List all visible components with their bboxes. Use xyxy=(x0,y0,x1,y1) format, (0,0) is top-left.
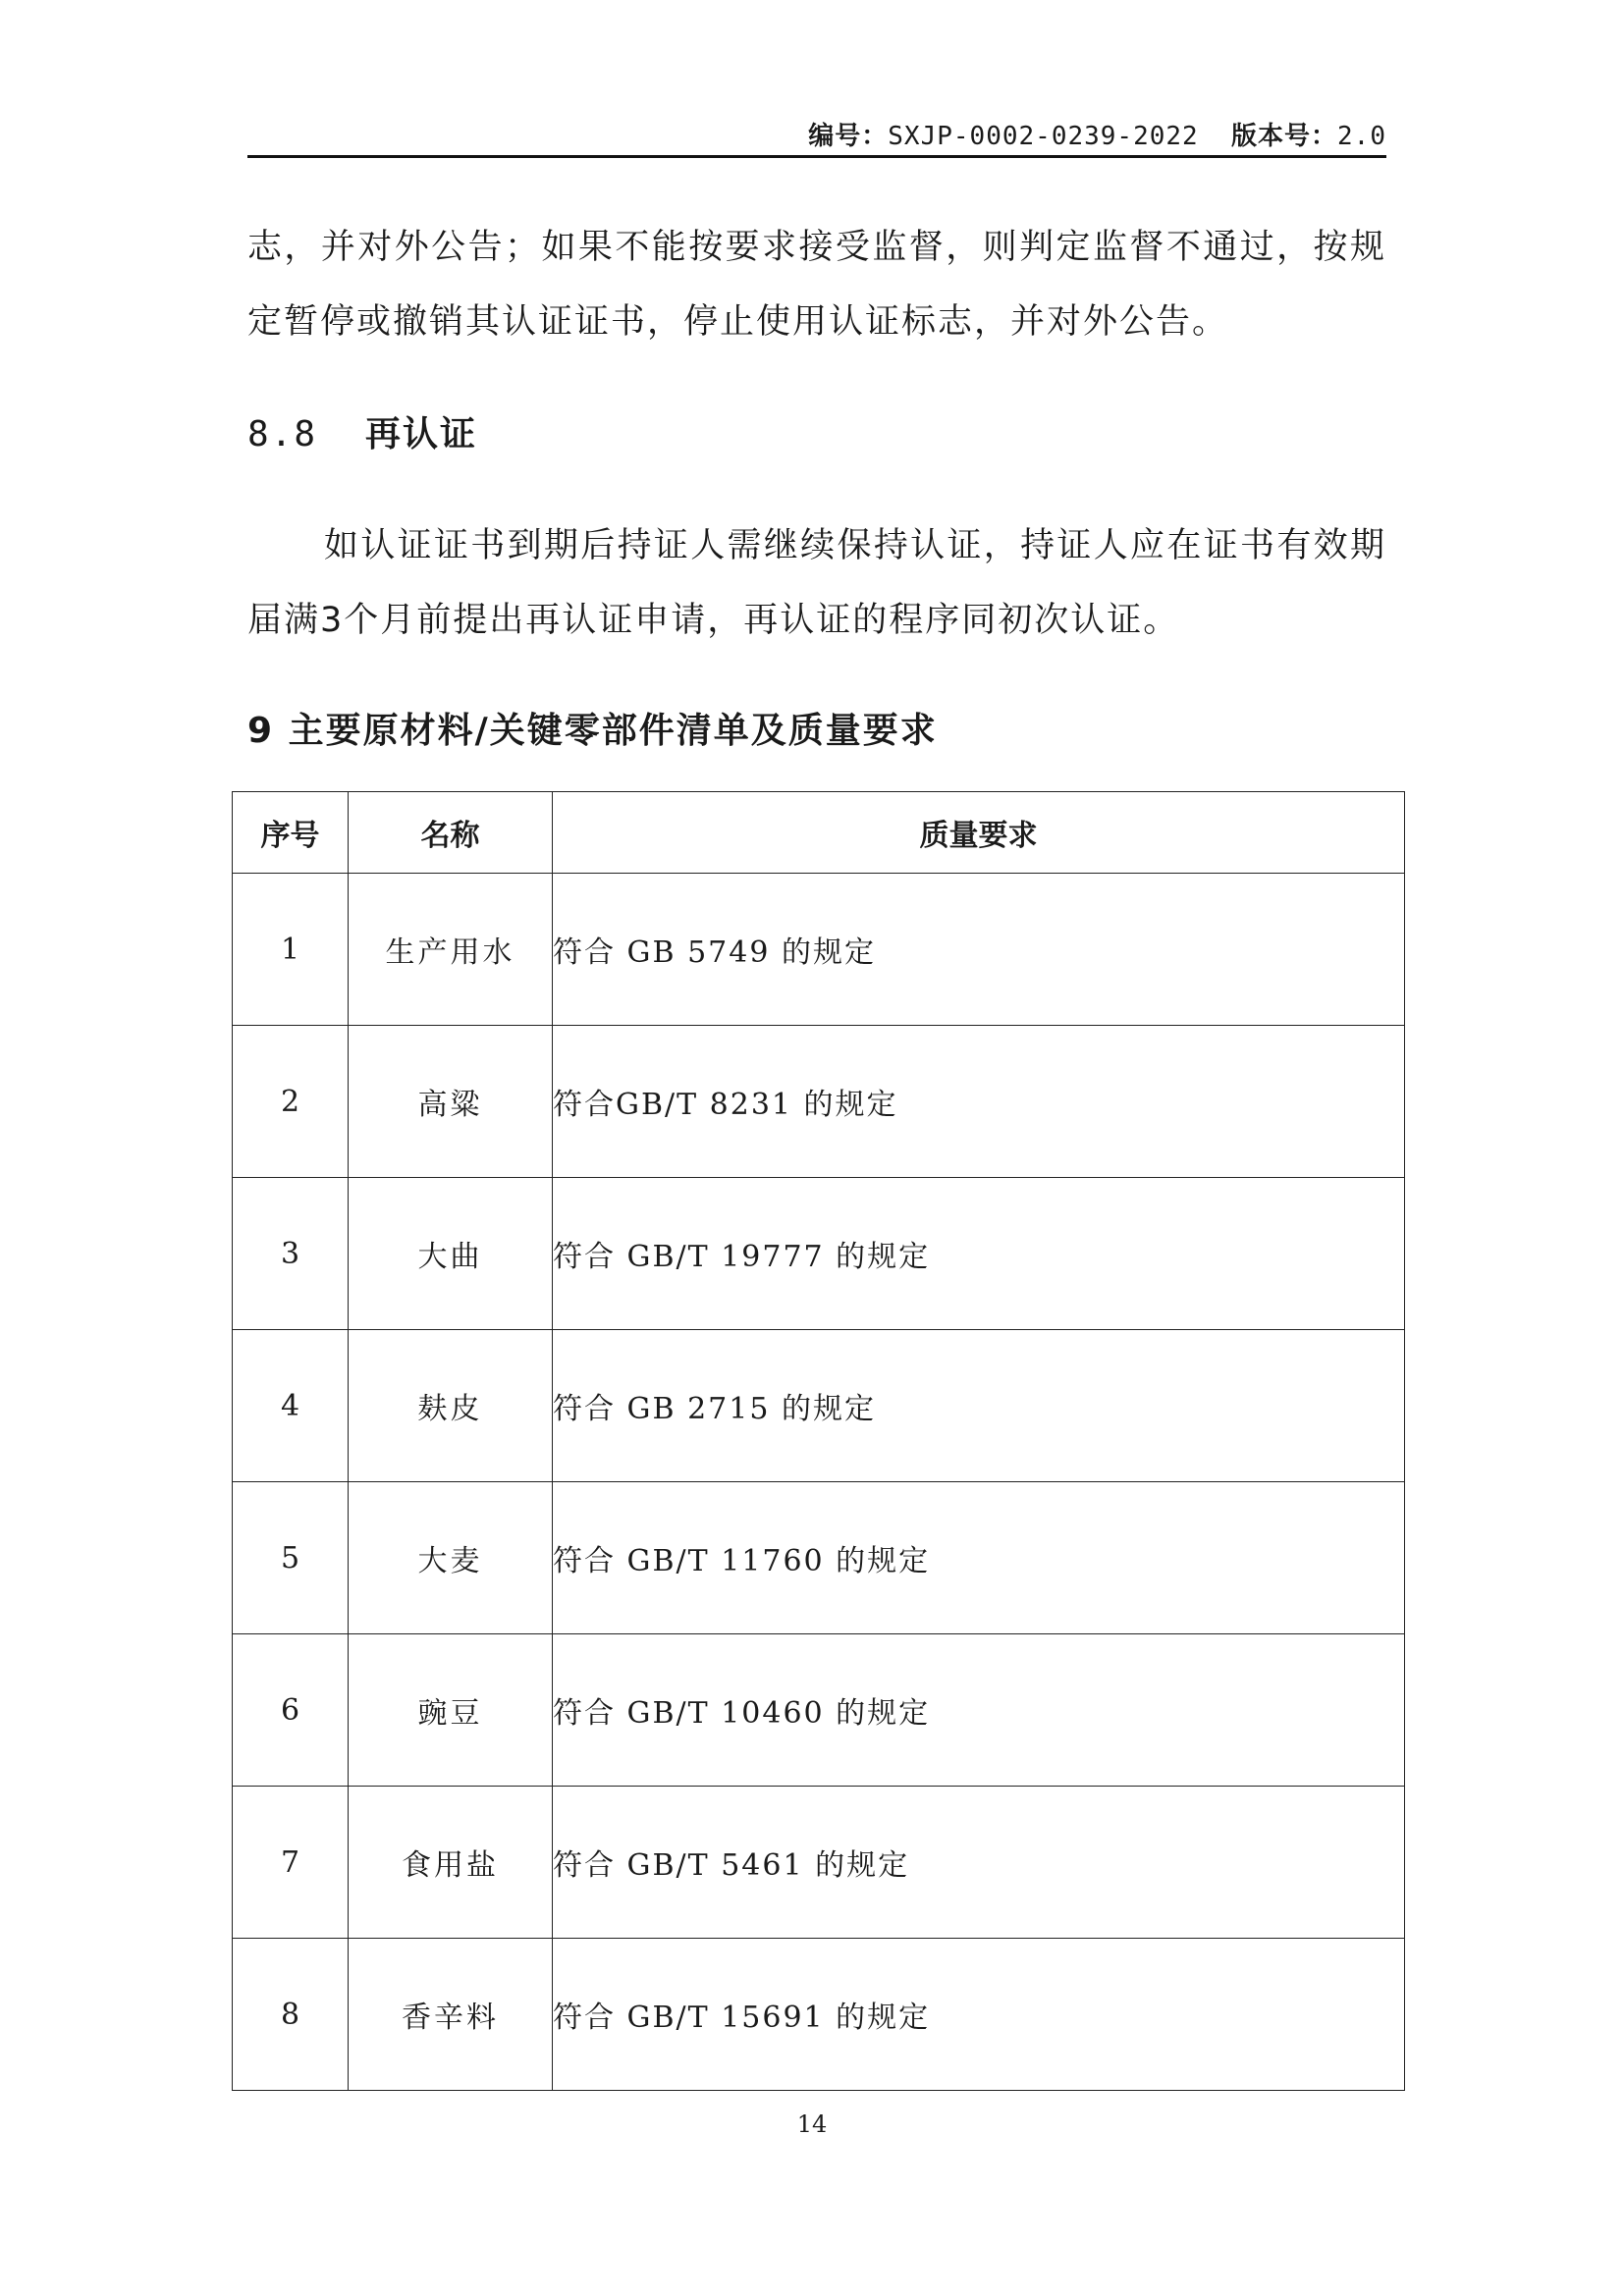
document-code: SXJP-0002-0239-2022 xyxy=(888,122,1199,151)
version-number: 2.0 xyxy=(1337,122,1386,151)
table-row xyxy=(233,1634,1405,1787)
document-code-label: 编号： xyxy=(808,122,889,151)
row-index: 1 xyxy=(233,874,349,1026)
row-index: 5 xyxy=(233,1482,349,1634)
recertification-paragraph: 如认证证书到期后持证人需继续保持认证，持证人应在证书有效期届满3个月前提出再认证申请，再认证的程序同初次认证。 xyxy=(247,526,1386,640)
section-number: 8.8 xyxy=(247,414,318,454)
page-number: 14 xyxy=(796,2110,828,2138)
table-row xyxy=(233,1787,1405,1939)
row-requirement: 符合 GB/T 15691 的规定 xyxy=(553,1939,1405,2091)
table-header-row xyxy=(233,792,1405,874)
table-row xyxy=(233,1330,1405,1482)
table-row xyxy=(233,1939,1405,2091)
header-index: 序号 xyxy=(233,792,349,874)
row-index: 2 xyxy=(233,1026,349,1178)
row-name: 生产用水 xyxy=(349,874,553,1026)
table-row xyxy=(233,1178,1405,1330)
row-index: 3 xyxy=(233,1178,349,1330)
row-name: 高粱 xyxy=(349,1026,553,1178)
page-header xyxy=(247,116,1386,155)
row-requirement: 符合 GB/T 11760 的规定 xyxy=(553,1482,1405,1634)
section-heading-8-8 xyxy=(247,400,477,469)
row-name: 大曲 xyxy=(349,1178,553,1330)
header-name: 名称 xyxy=(349,792,553,874)
row-requirement: 符合 GB/T 5461 的规定 xyxy=(553,1787,1405,1939)
row-name: 大麦 xyxy=(349,1482,553,1634)
row-name: 香辛料 xyxy=(349,1939,553,2091)
row-requirement: 符合 GB/T 10460 的规定 xyxy=(553,1634,1405,1787)
row-index: 7 xyxy=(233,1787,349,1939)
table-row xyxy=(233,1482,1405,1634)
row-index: 8 xyxy=(233,1939,349,2091)
header-requirement: 质量要求 xyxy=(553,792,1405,874)
row-requirement: 符合 GB 2715 的规定 xyxy=(553,1330,1405,1482)
table-row xyxy=(233,1026,1405,1178)
header-divider xyxy=(247,155,1386,158)
row-requirement: 符合 GB/T 19777 的规定 xyxy=(553,1178,1405,1330)
version-label: 版本号： xyxy=(1231,122,1338,151)
row-name: 麸皮 xyxy=(349,1330,553,1482)
row-index: 4 xyxy=(233,1330,349,1482)
section-heading-9: 9 主要原材料/关键零部件清单及质量要求 xyxy=(247,711,938,751)
section-title: 再认证 xyxy=(365,414,478,454)
row-name: 食用盐 xyxy=(349,1787,553,1939)
materials-table xyxy=(232,791,1405,2091)
row-requirement: 符合 GB 5749 的规定 xyxy=(553,874,1405,1026)
row-index: 6 xyxy=(233,1634,349,1787)
row-name: 豌豆 xyxy=(349,1634,553,1787)
continuation-paragraph: 志，并对外公告；如果不能按要求接受监督，则判定监督不通过，按规定暂停或撤销其认证证书，停止使用认证标志，并对外公告。 xyxy=(247,228,1386,342)
row-requirement: 符合GB/T 8231 的规定 xyxy=(553,1026,1405,1178)
table-row xyxy=(233,874,1405,1026)
